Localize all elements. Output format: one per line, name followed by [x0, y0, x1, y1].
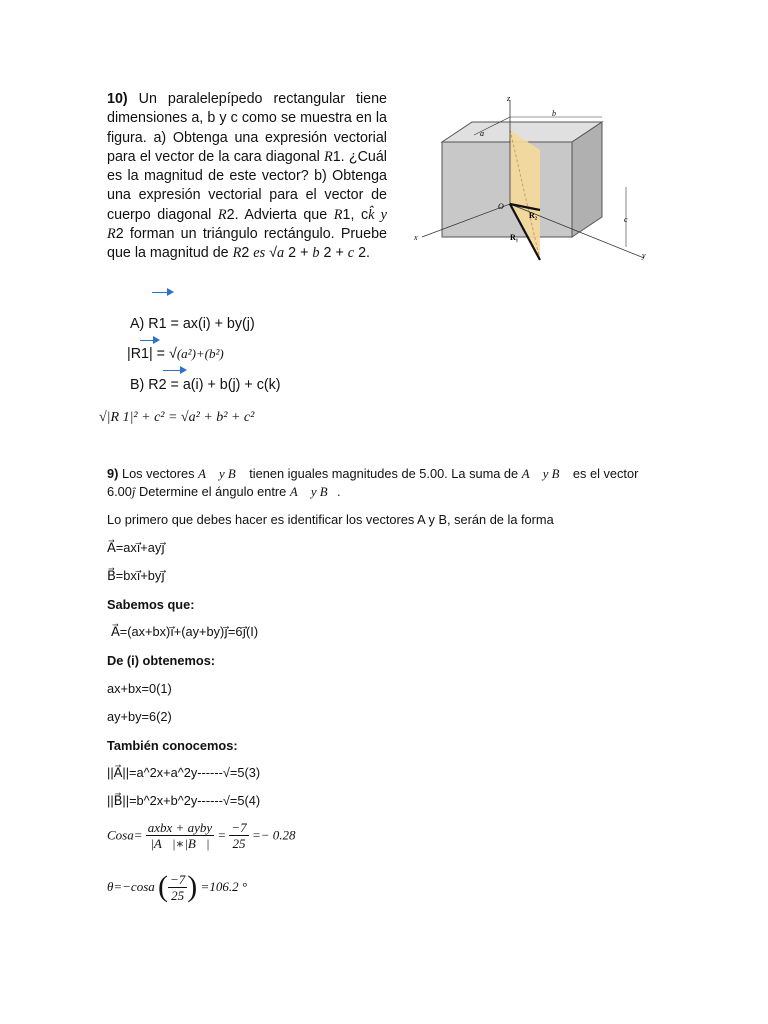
equation-3: ||A⃗||=a^2x+a^2y------√=5(3) — [107, 765, 261, 780]
problem-9-line-2: 6.00ĵ Determine el ángulo entre A⃗ y B⃗. — [107, 484, 341, 499]
equation-4: ||B⃗||=b^2x+b^2y------√=5(4) — [107, 793, 261, 808]
problem-9-number: 9) — [107, 466, 119, 481]
problem-10-number: 10) — [107, 91, 128, 107]
figure-label-a: a — [480, 129, 484, 138]
equation-2: ay+by=6(2) — [107, 709, 172, 724]
figure-label-y: y — [642, 251, 646, 260]
problem-9-intro: Lo primero que debes hacer es identificar los vectores A y B, serán de la forma — [107, 512, 554, 527]
figure-label-b: b — [552, 109, 556, 118]
figure-label-r1: R₁ — [510, 233, 519, 242]
figure-label-c: c — [624, 215, 628, 224]
pythagorean-expression: √|R 1|² + c² = √a² + b² + c² — [99, 410, 255, 425]
equation-a: A⃗=axi⃗+ayj⃗ — [107, 540, 165, 555]
parallelepiped-figure — [412, 92, 657, 264]
problem-9-line-1: 9) Los vectores A⃗ y B⃗ tienen iguales magnitudes de 5.00. La suma de A⃗ y B⃗ es el vector — [107, 466, 639, 481]
figure-label-x: x — [414, 233, 418, 242]
equation-1: ax+bx=0(1) — [107, 681, 172, 696]
heading-sabemos: Sabemos que: — [107, 597, 195, 612]
equation-b: B⃗=bxi⃗+byj⃗ — [107, 568, 165, 583]
figure-label-o: O — [498, 202, 504, 211]
answer-b: B) R2 = a(i) + b(j) + c(k) — [130, 377, 281, 393]
figure-label-r2: R₂ — [529, 211, 538, 220]
heading-tambien: También conocemos: — [107, 738, 238, 753]
answer-a: A) R1 = ax(i) + by(j) — [130, 316, 255, 332]
cosine-equation: Cosa= $\frac{\text{axbx + ayby}}{|A⃗|∗|B⃗|}$ = $\frac{-7}{25}$ =− 0.28 — [107, 820, 296, 851]
heading-de-i: De (i) obtenemos: — [107, 653, 216, 668]
equation-sum: A⃗=(ax+bx)i⃗+(ay+by)j⃗=6j⃗(I) — [111, 624, 259, 639]
problem-10-text: 10) Un paralelepípedo rectangular tiene dimensiones a, b y c como se muestra en la figura. a) Obtenga una expresión vectorial para el vector de la cara diagonal R1. ¿Cuál es la magnitud de este vector? b) Obtenga una expresión vectorial para el vector de cuerpo diagonal R2. Advierta que R1, ck̂ y R2 forman un triángulo rectángulo. Pruebe que la magnitud de R2 es √a 2 + b 2 + c 2. — [107, 91, 388, 262]
magnitude-r1: |R1| = √(a²)+(b²) — [127, 346, 224, 362]
figure-label-z: z — [507, 94, 511, 103]
theta-equation: θ=−cosa ( $\frac{-7}{25}$ ) =106.2 ° — [107, 870, 248, 903]
